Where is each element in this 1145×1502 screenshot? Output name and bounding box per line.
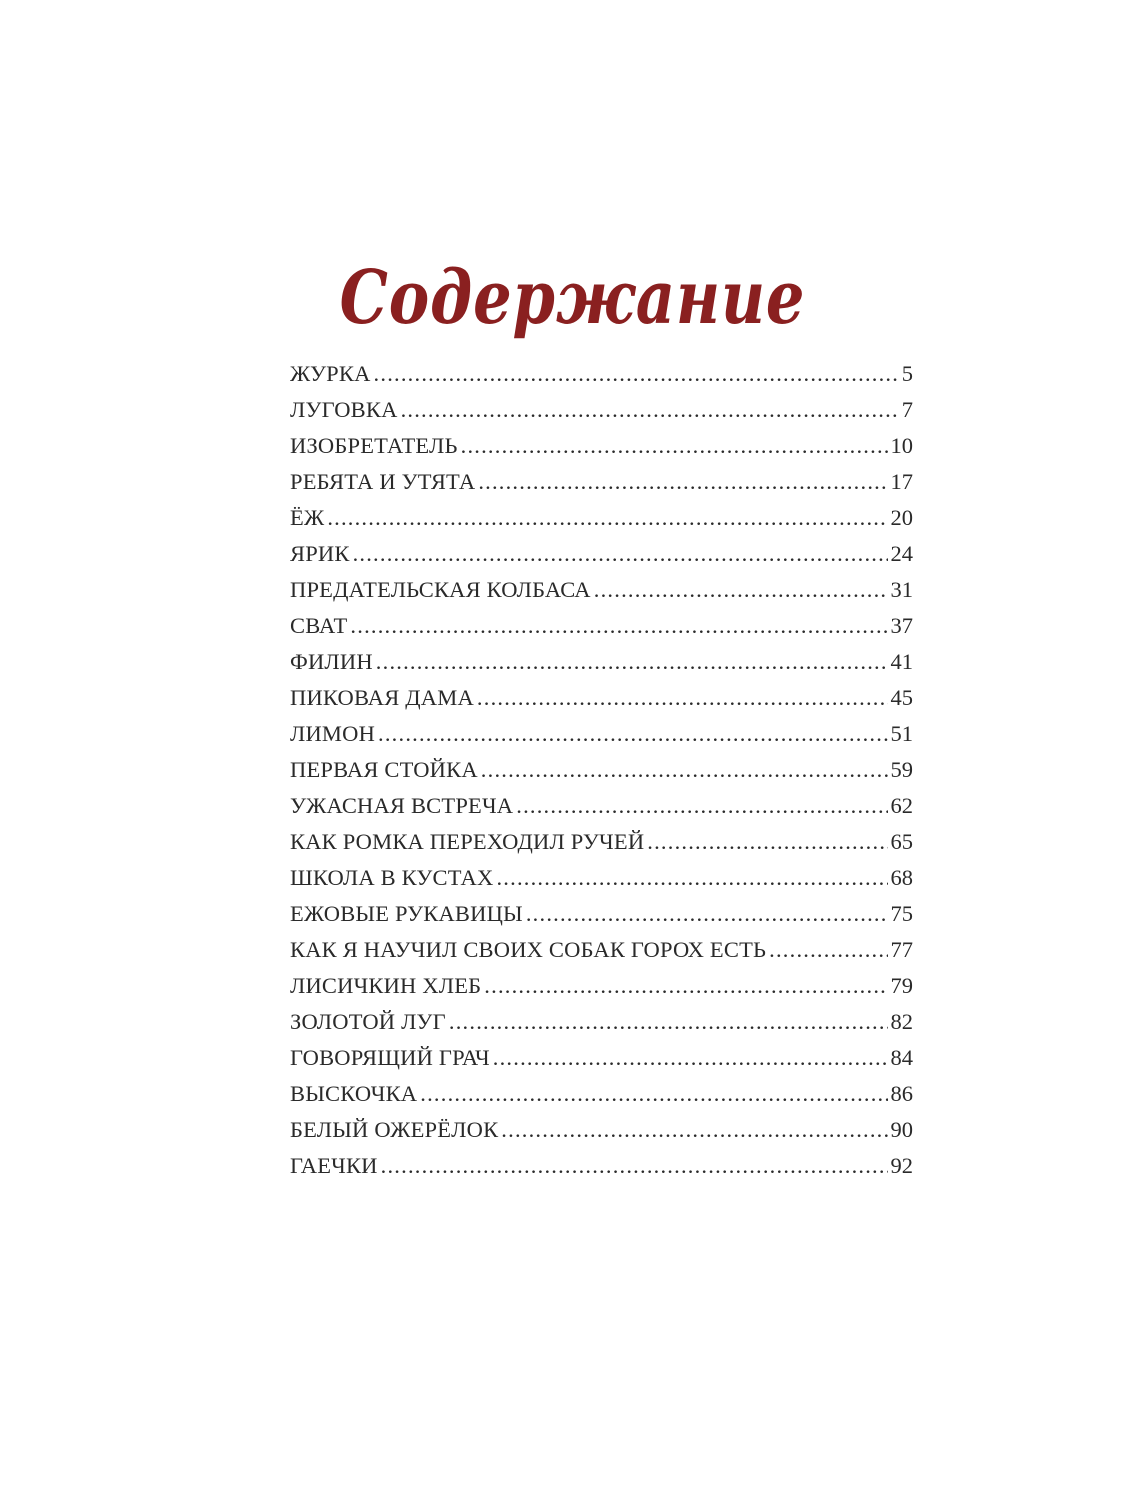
- dot-leader: [376, 644, 888, 680]
- toc-entry-page-number: 45: [890, 685, 913, 710]
- toc-entry[interactable]: [290, 500, 913, 536]
- toc-entry-title: ШКОЛА В КУСТАХ: [290, 865, 494, 890]
- toc-entry[interactable]: [290, 824, 913, 860]
- dot-leader: [516, 788, 887, 824]
- dot-leader: [594, 572, 888, 608]
- dot-leader: [449, 1004, 888, 1040]
- dot-leader: [327, 500, 887, 536]
- dot-leader: [381, 1148, 888, 1184]
- toc-entry[interactable]: [290, 716, 913, 752]
- dot-leader: [477, 680, 888, 716]
- dot-leader: [647, 824, 887, 860]
- toc-entry-title: БЕЛЫЙ ОЖЕРЁЛОК: [290, 1117, 499, 1142]
- toc-entry-page-number: 37: [890, 613, 913, 638]
- toc-entry-title: ЖУРКА: [290, 361, 371, 386]
- toc-entry-page-number: 62: [890, 793, 913, 818]
- toc-entry-page-number: 68: [890, 865, 913, 890]
- toc-entry-page-number: 17: [890, 469, 913, 494]
- toc-entry-page-number: 86: [890, 1081, 913, 1106]
- toc-entry-title: ЛИСИЧКИН ХЛЕБ: [290, 973, 482, 998]
- toc-entry[interactable]: [290, 536, 913, 572]
- toc-entry-title: КАК РОМКА ПЕРЕХОДИЛ РУЧЕЙ: [290, 829, 645, 854]
- dot-leader: [374, 356, 899, 392]
- table-of-contents: [290, 356, 913, 1184]
- toc-entry[interactable]: [290, 860, 913, 896]
- toc-entry[interactable]: [290, 1004, 913, 1040]
- page-title: Содержание: [339, 255, 806, 341]
- toc-entry-title: ГАЕЧКИ: [290, 1153, 378, 1178]
- toc-entry-title: ПРЕДАТЕЛЬСКАЯ КОЛБАСА: [290, 577, 591, 602]
- dot-leader: [478, 464, 887, 500]
- toc-entry[interactable]: [290, 968, 913, 1004]
- toc-entry-page-number: 31: [890, 577, 913, 602]
- toc-entry-page-number: 65: [890, 829, 913, 854]
- toc-entry-page-number: 5: [901, 361, 913, 386]
- toc-entry-page-number: 20: [890, 505, 913, 530]
- toc-entry-page-number: 24: [890, 541, 913, 566]
- dot-leader: [493, 1040, 888, 1076]
- toc-entry-page-number: 75: [890, 901, 913, 926]
- dot-leader: [496, 860, 887, 896]
- dot-leader: [484, 968, 887, 1004]
- dot-leader: [501, 1112, 887, 1148]
- toc-entry-title: ГОВОРЯЩИЙ ГРАЧ: [290, 1045, 490, 1070]
- toc-entry[interactable]: [290, 464, 913, 500]
- toc-entry-page-number: 59: [890, 757, 913, 782]
- toc-entry-title: ЛИМОН: [290, 721, 376, 746]
- toc-entry[interactable]: [290, 896, 913, 932]
- dot-leader: [378, 716, 887, 752]
- toc-entry-title: ПЕРВАЯ СТОЙКА: [290, 757, 478, 782]
- toc-entry[interactable]: [290, 356, 913, 392]
- toc-entry-page-number: 7: [901, 397, 913, 422]
- toc-entry-title: ЯРИК: [290, 541, 350, 566]
- toc-entry-page-number: 90: [890, 1117, 913, 1142]
- dot-leader: [481, 752, 888, 788]
- toc-entry-title: ФИЛИН: [290, 649, 373, 674]
- toc-entry-title: ВЫСКОЧКА: [290, 1081, 418, 1106]
- toc-entry-title: РЕБЯТА И УТЯТА: [290, 469, 476, 494]
- toc-entry[interactable]: [290, 428, 913, 464]
- toc-entry[interactable]: [290, 392, 913, 428]
- dot-leader: [350, 608, 887, 644]
- toc-entry[interactable]: [290, 608, 913, 644]
- toc-entry[interactable]: [290, 572, 913, 608]
- toc-entry-title: КАК Я НАУЧИЛ СВОИХ СОБАК ГОРОХ ЕСТЬ: [290, 937, 767, 962]
- toc-entry[interactable]: [290, 788, 913, 824]
- toc-entry-page-number: 79: [890, 973, 913, 998]
- toc-entry-page-number: 10: [890, 433, 913, 458]
- dot-leader: [526, 896, 888, 932]
- toc-entry[interactable]: [290, 1112, 913, 1148]
- toc-entry[interactable]: [290, 1040, 913, 1076]
- toc-entry-title: УЖАСНАЯ ВСТРЕЧА: [290, 793, 514, 818]
- toc-entry-page-number: 92: [890, 1153, 913, 1178]
- dot-leader: [353, 536, 888, 572]
- dot-leader: [769, 932, 887, 968]
- toc-entry-title: ИЗОБРЕТАТЕЛЬ: [290, 433, 458, 458]
- toc-entry-title: ЛУГОВКА: [290, 397, 398, 422]
- toc-entry-page-number: 77: [890, 937, 913, 962]
- dot-leader: [461, 428, 888, 464]
- dot-leader: [401, 392, 899, 428]
- toc-entry-title: ПИКОВАЯ ДАМА: [290, 685, 474, 710]
- toc-entry[interactable]: [290, 644, 913, 680]
- toc-entry-page-number: 84: [890, 1045, 913, 1070]
- toc-entry-title: ЁЖ: [290, 505, 325, 530]
- toc-entry-page-number: 82: [890, 1009, 913, 1034]
- toc-entry-page-number: 51: [890, 721, 913, 746]
- toc-entry[interactable]: [290, 680, 913, 716]
- toc-entry-title: ЗОЛОТОЙ ЛУГ: [290, 1009, 446, 1034]
- dot-leader: [420, 1076, 887, 1112]
- toc-entry-title: ЕЖОВЫЕ РУКАВИЦЫ: [290, 901, 523, 926]
- toc-entry-title: СВАТ: [290, 613, 348, 638]
- toc-entry[interactable]: [290, 1076, 913, 1112]
- toc-entry[interactable]: [290, 752, 913, 788]
- toc-entry-page-number: 41: [890, 649, 913, 674]
- toc-entry[interactable]: [290, 932, 913, 968]
- toc-entry[interactable]: [290, 1148, 913, 1184]
